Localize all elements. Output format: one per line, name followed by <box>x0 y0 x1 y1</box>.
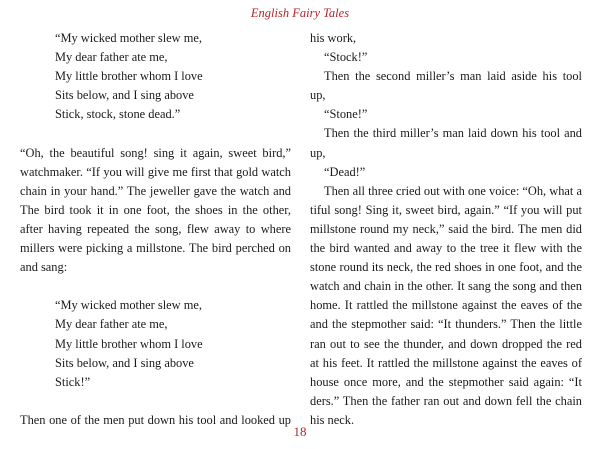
verse-line: Stick, stock, stone dead.” <box>55 107 181 122</box>
paragraph-line: chain in your hand.” The jeweller gave the watch and <box>20 183 291 198</box>
verse-line: My dear father ate me, <box>55 317 168 332</box>
paragraph-line: up, <box>310 88 326 103</box>
left-column <box>20 29 291 430</box>
paragraph-line: Then all three cried out with one voice: “Oh, what a <box>324 183 582 198</box>
paragraph-line: ran out to see the thunder, and down dropped the red <box>310 336 582 351</box>
paragraph-line: watch and chain in the other. It sang the song and then <box>310 279 582 294</box>
running-head: English Fairy Tales <box>250 6 350 20</box>
paragraph-line: the bird wanted and away to the tree it flew with the <box>310 241 582 256</box>
paragraph-line: millers were picking a millstone. The bird perched on <box>20 241 291 256</box>
paragraph-line: Then the third miller’s man laid down his tool and <box>324 126 582 141</box>
paragraph-line: tiful song! Sing it, sweet bird, again.” “If you will put <box>310 202 582 217</box>
verse-line: My little brother whom I love <box>55 69 203 84</box>
paragraph-line: after having repeated the song, flew away to where <box>20 221 291 236</box>
dialogue-line: “Stone!” <box>324 107 368 122</box>
paragraph-line: Then the second miller’s man laid aside his tool <box>324 69 582 84</box>
paragraph-line: “Oh, the beautiful song! sing it again, sweet bird,” <box>20 145 291 160</box>
paragraph-line: up, <box>310 145 326 160</box>
verse-line: Stick!” <box>55 374 91 389</box>
verse-line: Sits below, and I sing above <box>55 355 194 370</box>
paragraph-line: at his feet. It rattled the millstone against the eaves of <box>310 355 582 370</box>
paragraph-line: home. It rattled the millstone against the eaves of the <box>310 298 582 313</box>
page-number: 18 <box>293 424 307 439</box>
dialogue-line: “Stock!” <box>324 50 368 65</box>
paragraph-line: stone round its neck, the red shoes in one foot, and the <box>310 260 582 275</box>
paragraph-line: millstone round my neck,” said the bird. The men did <box>310 221 582 236</box>
verse-line: “My wicked mother slew me, <box>55 31 202 45</box>
right-column <box>310 29 582 430</box>
paragraph-line: watchmaker. “If you will give me first that gold watch <box>20 164 291 179</box>
verse-line: “My wicked mother slew me, <box>55 298 202 313</box>
verse-line: Sits below, and I sing above <box>55 88 194 103</box>
paragraph-line: ders.” Then the father ran out and down fell the chain <box>310 393 582 408</box>
paragraph-line: and the stepmother said: “It thunders.” Then the little <box>310 317 582 332</box>
paragraph-line: his work, <box>310 31 357 45</box>
dialogue-line: “Dead!” <box>324 164 366 179</box>
paragraph-line: and sang: <box>20 260 68 275</box>
verse-line: My dear father ate me, <box>55 50 168 65</box>
paragraph-line: The bird took it in one foot, the shoes in the other, <box>20 202 291 217</box>
verse-line: My little brother whom I love <box>55 336 203 351</box>
paragraph-line: his neck. <box>310 412 355 427</box>
paragraph-line: house once more, and the stepmother said again: “It <box>310 374 582 389</box>
paragraph-line: Then one of the men put down his tool and looked up <box>20 412 291 427</box>
